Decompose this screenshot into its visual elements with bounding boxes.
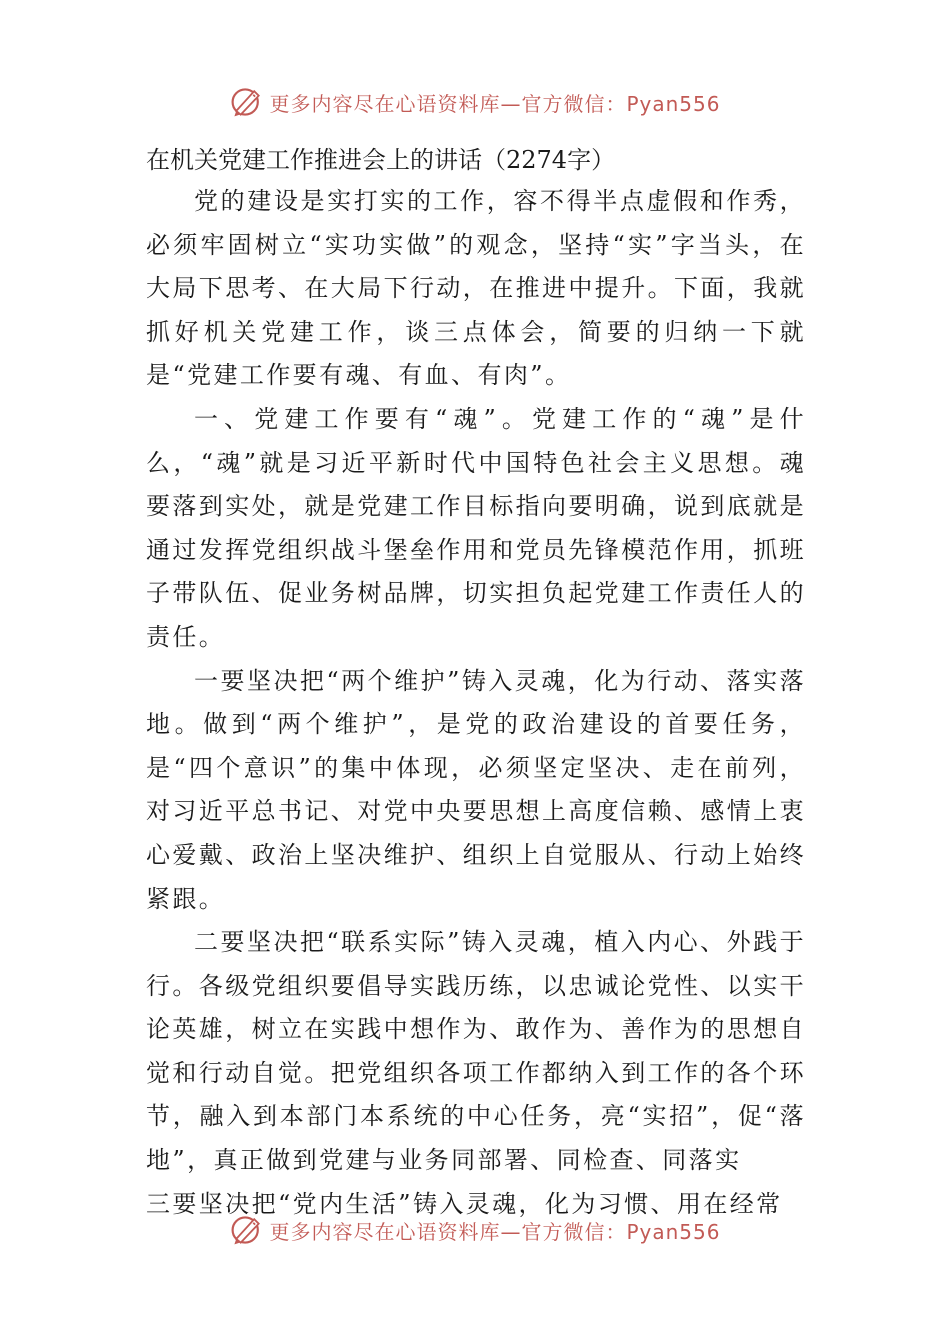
watermark-text: 更多内容尽在心语资料库—官方微信：Pyan556 bbox=[269, 1219, 721, 1244]
pen-nib-logo-icon bbox=[229, 1212, 265, 1248]
footer-watermark-banner bbox=[0, 1208, 950, 1252]
paragraph-intro: 党的建设是实打实的工作，容不得半点虚假和作秀，必须牢固树立“实功实做”的观念，坚持“实”字当头，在大局下思考、在大局下行动，在推进中提升。下面，我就抓好机关党建工作，谈三点体会，简要的归纳一下就是“党建工作要有魂、有血、有肉”。 bbox=[146, 187, 806, 390]
document-body bbox=[146, 140, 806, 1226]
paragraph-point-three: 三要坚决把“党内生活”铸入灵魂，化为习惯、用在经常 bbox=[146, 1189, 783, 1218]
paragraph-point-one: 一要坚决把“两个维护”铸入灵魂，化为行动、落实落地。做到“两个维护”，是党的政治建设的首要任务，是“四个意识”的集中体现，必须坚定坚决、走在前列，对习近平总书记、对党中央要思想上高度信赖、感情上衷心爱戴、政治上坚决维护、组织上自觉服从、行动上始终紧跟。 bbox=[146, 666, 806, 913]
paragraph-section-one: 一、党建工作要有“魂”。党建工作的“魂”是什么，“魂”就是习近平新时代中国特色社会主义思想。魂要落到实处，就是党建工作目标指向要明确，说到底就是通过发挥党组织战斗堡垒作用和党员先锋模范作用，抓班子带队伍、促业务树品牌，切实担负起党建工作责任人的责任。 bbox=[146, 404, 806, 651]
document-title: 在机关党建工作推进会上的讲话（2274字） bbox=[146, 146, 616, 174]
watermark-text: 更多内容尽在心语资料库—官方微信：Pyan556 bbox=[269, 91, 721, 116]
paragraph-point-two: 二要坚决把“联系实际”铸入灵魂，植入内心、外践于行。各级党组织要倡导实践历练，以忠诚论党性、以实干论英雄，树立在实践中想作为、敢作为、善作为的思想自觉和行动自觉。把党组织各项工作都纳入到工作的各个环节，融入到本部门本系统的中心任务，亮“实招”，促“落地”，真正做到党建与业务同部署、同检查、同落实 bbox=[146, 928, 806, 1175]
header-watermark-banner bbox=[0, 80, 950, 124]
pen-nib-logo-icon bbox=[229, 84, 265, 120]
